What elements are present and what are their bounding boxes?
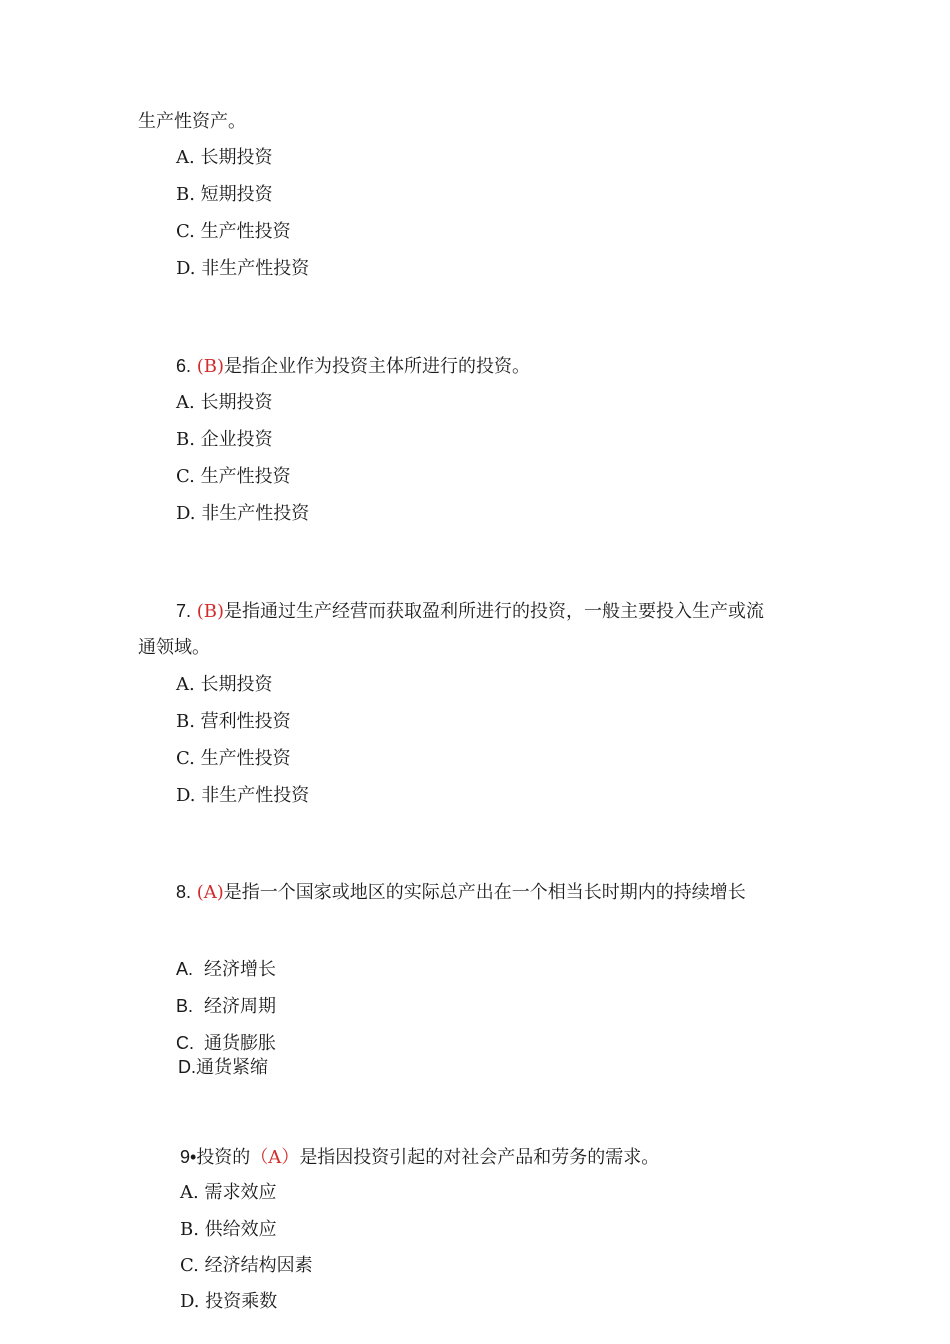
q6-number: 6. [176,356,192,376]
q5-option-d: D. 非生产性投资 [176,258,310,279]
q8-stem [176,880,746,905]
q8-option-c-text: 通货膨胀 [204,1033,276,1054]
q7-answer: (B) [196,601,225,622]
q6-stem [176,354,530,379]
q7-option-d: D. 非生产性投资 [176,785,310,806]
q6-option-a: A. 长期投资 [176,392,273,413]
q5-option-b: B. 短期投资 [176,184,273,205]
q8-option-a-text: 经济增长 [204,959,276,980]
q8-text: 是指一个国家或地区的实际总产出在一个相当长时期内的持续增长 [223,882,746,903]
q6-option-d: D. 非生产性投资 [176,503,310,524]
q9-text: 是指因投资引起的对社会产品和劳务的需求。 [299,1147,660,1168]
q7-option-b: B. 营利性投资 [176,711,291,732]
q8-option-b-text: 经济周期 [204,996,276,1017]
q7-stem [176,599,764,624]
q8-option-a [176,957,276,982]
q8-option-a-letter: A. [176,959,194,979]
q8-option-b-letter: B. [176,996,194,1016]
q9-answer: （A） [250,1147,300,1168]
q5-stem-tail: 生产性资产。 [138,111,246,132]
q9-option-a: A. 需求效应 [180,1182,277,1203]
q7-option-a: A. 长期投资 [176,674,273,695]
q7-option-c: C. 生产性投资 [176,748,291,769]
q8-number: 8. [176,882,192,902]
q9-number: 9• [180,1147,197,1167]
q9-option-b: B. 供给效应 [180,1219,277,1240]
q9-pre: 投资的 [196,1147,251,1168]
q6-option-b: B. 企业投资 [176,429,273,450]
q6-answer: (B) [196,356,225,377]
q8-option-d: D.通货紧缩 [178,1057,268,1077]
q8-option-b [176,994,276,1019]
q8-option-c-letter: C. [176,1033,194,1053]
q9-option-d: D. 投资乘数 [180,1291,278,1312]
q9-stem [180,1145,659,1170]
q5-option-c: C. 生产性投资 [176,221,291,242]
q7-stem-line2: 通领域。 [138,637,210,658]
q7-text: 是指通过生产经营而获取盈利所进行的投资，一般主要投入生产或流 [224,601,765,622]
q6-text: 是指企业作为投资主体所进行的投资。 [224,356,531,377]
q8-answer: (A) [196,882,224,903]
q6-option-c: C. 生产性投资 [176,466,291,487]
q5-option-a: A. 长期投资 [176,147,273,168]
q9-option-c: C. 经济结构因素 [180,1255,313,1276]
q7-number: 7. [176,601,192,621]
q8-option-c [176,1031,276,1056]
